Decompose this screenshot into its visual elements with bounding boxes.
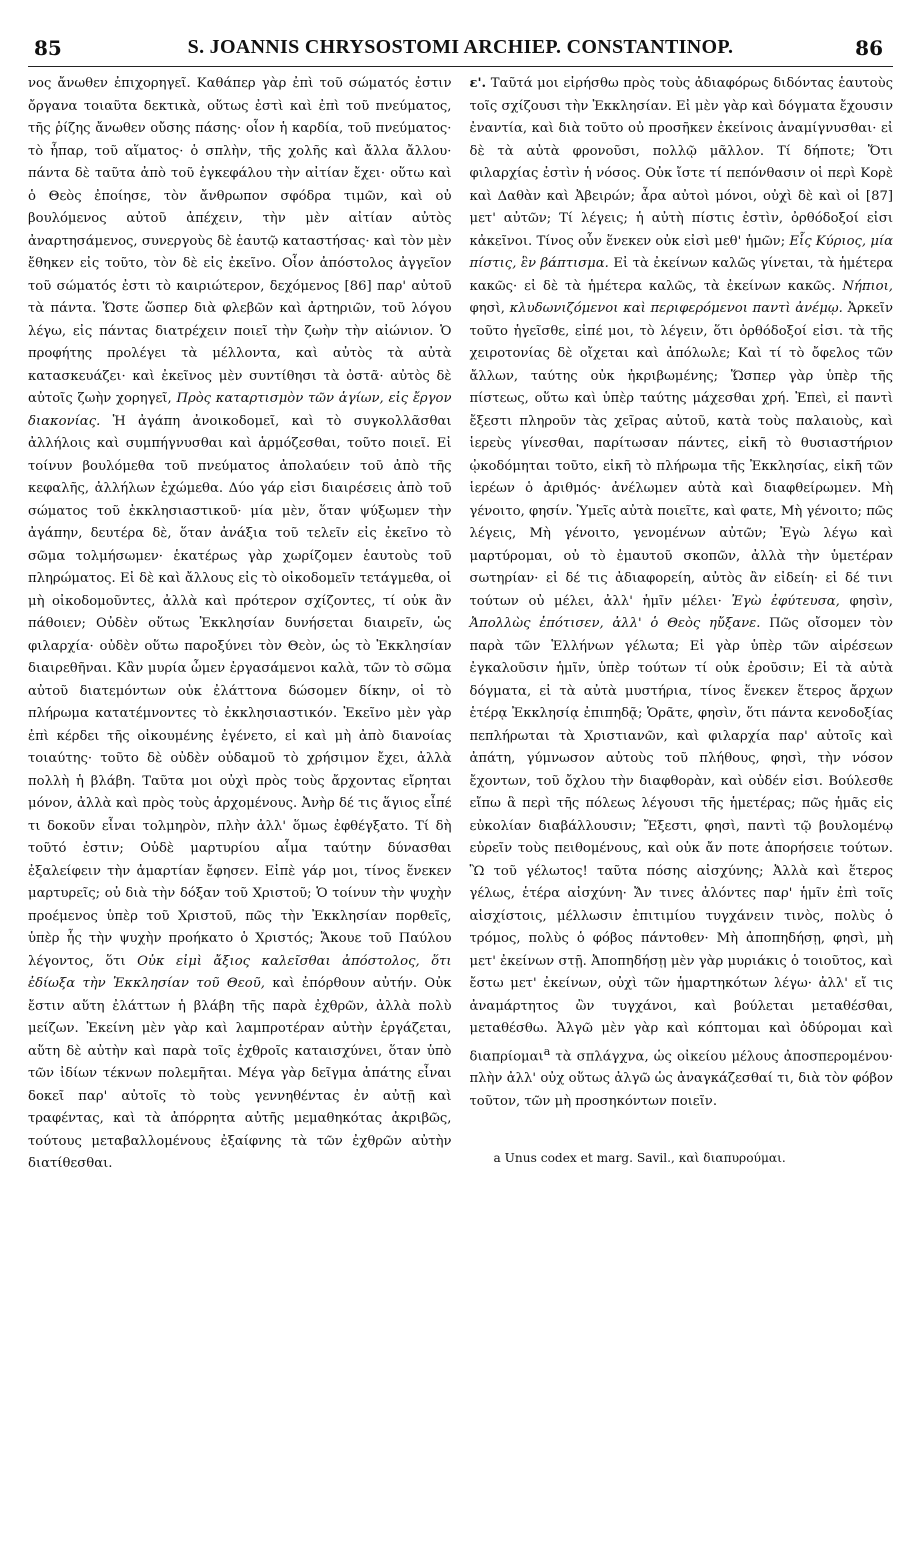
- text-columns: [28, 73, 893, 1176]
- left-text-1: νος ἄνωθεν ἐπιχορηγεῖ. Καθάπερ γὰρ ἐπὶ τοῦ σώματός ἐστιν ὄργανα τοιαῦτα δεκτικὰ, οὕτως ἐστὶ καὶ ἐπὶ τοῦ πνεύματος, τῆς ῥίζης ἄνωθεν οὔσης πάσης· οἷον ἡ καρδία, τοῦ πνεύματος· τὸ ἧπαρ, τοῦ αἵματος· ὁ σπλὴν, τῆς χολῆς καὶ ἄλλα ἄλλου· πάντα δὲ ταῦτα ἀπὸ τοῦ ἐγκεφάλου τὴν αἰτίαν ἔχει· οὕτω καὶ ὁ Θεὸς ἐποίησε, τὸν ἄνθρωπον σφόδρα τιμῶν, καὶ οὐ βουλόμενος αὐτοῦ ἀπέχειν, τὴν μὲν αἰτίαν αὐτὸς ἀναρτησάμενος, συνεργοὺς δὲ ἑαυτῷ καταστήσας· καὶ τὸν μὲν ἔθηκεν εἰς τοῦτο, τὸν δὲ εἰς ἐκεῖνο. Οἷον ἀπόστολος ἀγγεῖον τοῦ σώματός ἐστι τὸ καιριώτερον, δεχόμενος [86] παρ' αὐτοῦ τὰ πάντα. Ὥστε ὥσπερ διὰ φλεβῶν καὶ ἀρτηριῶν, τοῦ λόγου λέγω, εἰς πάντας διατρέχειν ποιεῖ τὴν ζωὴν τὴν αἰώνιον. Ὁ προφήτης προλέγει τὰ μέλλοντα, καὶ αὐτὸς τὰ αὐτὰ κατασκευάζει· καὶ ἐκεῖνος μὲν συντίθησι τὰ ὀστᾶ· αὐτὸς δὲ αὐτοῖς ζωὴν χορηγεῖ,: [28, 76, 452, 406]
- right-paragraph: [470, 73, 894, 1113]
- right-text-1: Ταῦτά μοι εἰρήσθω πρὸς τοὺς ἀδιαφόρως διδόντας ἑαυτοὺς τοῖς σχίζουσι τὴν Ἐκκλησίαν. Εἰ μὲν γὰρ καὶ δόγματα ἔχουσιν ἐναντία, καὶ διὰ τοῦτο οὐ προσῆκεν ἐκείνοις ἀναμίγνυσθαι· εἰ δὲ τὰ αὐτὰ φρονοῦσι, πολλῷ μᾶλλον. Τί δήποτε; Ὅτι φιλαρχίας ἐστὶν ἡ νόσος. Οὐκ ἴστε τί πεπόνθασιν οἱ περὶ Κορὲ καὶ Δαθὰν καὶ Ἀβειρών; ἆρα αὐτοὶ μόνοι, οὐχὶ δὲ καὶ οἱ [87] μετ' αὐτῶν; Τί λέγεις; ἡ αὐτὴ πίστις ἐστὶν, ὀρθόδοξοί εἰσι κἀκεῖνοι. Τίνος οὖν ἕνεκεν οὐκ εἰσὶ μεθ' ἡμῶν;: [469, 76, 893, 249]
- left-italic-quote-1: Πρὸς καταρτισμὸν τῶν ἁγίων, εἰς ἔργον διακονίας.: [28, 391, 452, 429]
- page-number-right: 86: [855, 36, 883, 60]
- right-text-4: Ἀρκεῖν τοῦτο ἡγεῖσθε, εἰπέ μοι, τὸ λέγειν, ὅτι ὀρθόδοξοί εἰσι. τὰ τῆς χειροτονίας δὲ οἴχεται καὶ ἀπόλωλε; Καὶ τί τὸ ὄφελος τῶν ἄλλων, ταύτης οὐκ ἠκριβωμένης; Ὥσπερ γὰρ ὑπὲρ τῆς πίστεως, οὕτω καὶ ὑπὲρ ταύτης μάχεσθαι χρή. Ἐπεὶ, εἰ παντὶ ἔξεστι πληροῦν τὰς χεῖρας αὐτοῦ, κατὰ τοὺς παλαιοὺς, καὶ ἱερεὺς γίνεσθαι, παρίτωσαν πάντες, εἰκῆ τὸ θυσιαστήριον ᾠκοδόμηται τοῦτο, εἰκῆ τὸ πλήρωμα τῆς Ἐκκλησίας, εἰκῆ τῶν ἱερέων ὁ ἀριθμός· ἀνέλωμεν αὐτὰ καὶ διαφθείρωμεν. Μὴ γένοιτο, φησίν. Ὑμεῖς αὐτὰ ποιεῖτε, καὶ φατε, Μὴ γένοιτο; πῶς λέγεις, Μὴ γένοιτο, γενομένων αὐτῶν; Ἐγὼ λέγω καὶ μαρτύρομαι, οὐ τὸ ἐμαυτοῦ σκοπῶν, ἀλλὰ τὴν ὑμετέραν σωτηρίαν· εἰ δέ τις ἀδιαφορείη, αὐτὸς ἂν εἰδείη· εἰ δέ τινι τούτων οὐ μέλει, ἀλλ' ἡμῖν μέλει·: [469, 301, 893, 609]
- left-paragraph: [28, 73, 452, 1176]
- right-text-7: τὰ σπλάγχνα, ὡς οἰκείου μέλους ἀποσπερομένου· πλὴν ἀλλ' οὐχ οὕτως ἀλγῶ ὡς ἀναγκάζεσθαί τι, διὰ τὸν φόβον τοῦτον, τῶν μὴ προσηκόντων ποιεῖν.: [469, 1048, 893, 1109]
- left-italic-quote-2: Οὐκ εἰμὶ ἄξιος καλεῖσθαι ἀπόστολος, ὅτι ἐδίωξα τὴν Ἐκκλησίαν τοῦ Θεοῦ,: [28, 953, 452, 991]
- page-header: [28, 26, 893, 67]
- left-text-2: Ἡ ἀγάπη ἀνοικοδομεῖ, καὶ τὸ συγκολλᾶσθαι ἀλλήλοις καὶ συμπήγνυσθαι καὶ ἁρμόζεσθαι, τοῦτο ποιεῖ. Εἰ τοίνυν βουλόμεθα τοῦ πνεύματος ἀπολαύειν τοῦ ἀπὸ τῆς κεφαλῆς, ἀλλήλων ἐχώμεθα. Δύο γάρ εἰσι διαιρέσεις ἀπὸ τοῦ σώματος τοῦ ἐκκλησιαστικοῦ· μία μὲν, ὅταν ψύξωμεν τὴν ἀγάπην, δευτέρα δὲ, ὅταν ἀνάξια τοῦ τελεῖν εἰς ἐκεῖνο τὸ σῶμα τολμήσωμεν· ἑκατέρως γὰρ χωρίζομεν ἑαυτοὺς τοῦ πληρώματος. Εἰ δὲ καὶ ἄλλους εἰς τὸ οἰκοδομεῖν τετάγμεθα, οἱ μὴ οἰκοδομοῦντες, ἀλλὰ καὶ πρότερον σχίζοντες, τί οὐκ ἂν πάθοιεν; Οὐδὲν οὕτως Ἐκκλησίαν δυνήσεται διαιρεῖν, ὡς φιλαρχία· οὐδὲν οὕτω παροξύνει τὸν Θεὸν, ὡς τὸ Ἐκκλησίαν διαιρεθῆναι. Κἂν μυρία ὦμεν ἐργασάμενοι καλὰ, τῶν τὸ σῶμα αὐτοῦ διατεμόντων οὐκ ἐλάττονα δώσομεν δίκην, οἱ τὸ πλήρωμα κατατέμνοντες τὸ ἐκκλησιαστικόν. Ἐκεῖνο μὲν γὰρ ἐπὶ κέρδει τῆς οἰκουμένης ἐγένετο, εἰ καὶ μὴ ἀπὸ διανοίας τοιαύτης· τοῦτο δὲ οὐδὲν οὐδαμοῦ τὸ χρήσιμον ἔχει, ἀλλὰ πολλὴ ἡ βλάβη. Ταῦτα μοι οὐχὶ πρὸς τοὺς ἄρχοντας εἴρηται μόνον, ἀλλὰ καὶ πρὸς τοὺς ἀρχομένους. Ἀνὴρ δέ τις ἅγιος εἶπέ τι δοκοῦν εἶναι τολμηρὸν, πλὴν ἀλλ' ὅμως ἐφθέγξατο. Τί δὴ τοῦτό ἐστιν; Οὐδὲ μαρτυρίου αἷμα ταύτην δύνασθαι ἐξαλείφειν τὴν ἁμαρτίαν ἔφησεν. Εἰπὲ γάρ μοι, τίνος ἕνεκεν μαρτυρεῖς; οὐ διὰ τὴν δόξαν τοῦ Χριστοῦ; Ὁ τοίνυν τὴν ψυχὴν προέμενος ὑπὲρ τοῦ Χριστοῦ, πῶς τὴν Ἐκκλησίαν πορθεῖς, ὑπὲρ ἧς τὴν ψυχὴν προήκατο ὁ Χριστός; Ἄκουε τοῦ Παύλου λέγοντος, ὅτι: [28, 413, 452, 969]
- right-italic-quote-4: Ἐγὼ ἐφύτευσα,: [731, 593, 840, 609]
- page-number-left: 85: [34, 36, 62, 60]
- left-column: [28, 73, 452, 1176]
- right-italic-quote-2: Νήπιοι,: [842, 278, 893, 294]
- right-italic-quote-5: Ἀπολλὼς ἐπότισεν, ἀλλ' ὁ Θεὸς ηὔξανε.: [469, 616, 761, 631]
- running-title: S. JOANNIS CHRYSOSTOMI ARCHIEP. CONSTANTINOP.: [187, 36, 734, 58]
- right-text-5: φησὶν,: [849, 593, 893, 609]
- left-text-3: καὶ ἐπόρθουν αὐτήν. Οὐκ ἔστιν αὕτη ἐλάττων ἡ βλάβη τῆς παρὰ ἐχθρῶν, ἀλλὰ πολὺ μείζων. Ἐκείνη μὲν γὰρ καὶ λαμπροτέραν αὐτὴν ἐργάζεται, αὕτη δὲ αὐτὴν καὶ παρὰ τοῖς ἐχθροῖς καταισχύνει, ὅταν ὑπὸ τῶν ἰδίων τέκνων πολεμῆται. Μέγα γὰρ δεῖγμα ἀπάτης εἶναι δοκεῖ παρ' αὐτοῖς τὸ τοὺς γεννηθέντας ἐν αὐτῇ καὶ τραφέντας, καὶ τὰ ἀπόρρητα αὐτῆς μεμαθηκότας ἀκριβῶς, τούτους μεταβαλλομένους ἐξαίφνης τὰ τῶν ἐχθρῶν αὐτὴν διατίθεσθαι.: [28, 976, 452, 1171]
- footnote: a Unus codex et marg. Savil., καὶ διαπυρούμαι.: [493, 1151, 786, 1166]
- section-number: ε'.: [469, 76, 487, 91]
- footnote-marker: a: [543, 1044, 551, 1058]
- right-text-3: φησὶ,: [469, 301, 505, 316]
- right-text-2: Εἰ τὰ ἐκείνων καλῶς γίνεται, τὰ ἡμέτερα κακῶς· εἰ δὲ τὰ ἡμέτερα καλῶς, τὰ ἐκείνων κακῶς.: [469, 256, 893, 294]
- right-column: [470, 73, 894, 1176]
- right-text-6: Πῶς οἴσομεν τὸν παρὰ τῶν Ἑλλήνων γέλωτα; Εἰ γὰρ ὑπὲρ τῶν αἱρέσεων ἐγκαλοῦσιν ἡμῖν, ὑπὲρ τούτων τί οὐκ ἐροῦσιν; Εἰ τὰ αὐτὰ δόγματα, εἰ τὰ αὐτὰ μυστήρια, τίνος ἕνεκεν ἕτερος ἄρχων ἑτέρᾳ Ἐκκλησίᾳ ἐπιπηδᾷ; Ὁρᾶτε, φησὶν, ὅτι πάντα κενοδοξίας πεπλήρωται τὰ Χριστιανῶν, καὶ φιλαρχία παρ' αὐτοῖς καὶ ἀπάτη, γύμνωσον αὐτοὺς τοῦ πλήθους, φησὶ, τὴν νόσον ἔχοντων, τοῦ ὄχλου τὴν διαφθορὰν, καὶ οὐδέν εἰσι. Βούλεσθε εἴπω ἃ περὶ τῆς πόλεως λέγουσι τῆς ἡμετέρας; πῶς ἡμᾶς εἰς εὐκολίαν διαβάλλουσιν; Ἔξεστι, φησὶ, παντὶ τῷ βουλομένῳ εὑρεῖν τοὺς πειθομένους, καὶ οὐκ ἄν ποτε ἀπορήσειε τούτων. Ὢ τοῦ γέλωτος! ταῦτα πόσης αἰσχύνης; Ἀλλὰ καὶ ἕτερος γέλως, ἑτέρα αἰσχύνη· Ἄν τινες ἀλόντες παρ' ἡμῖν ἐπὶ τοῖς αἰσχίστοις, μέλλωσιν ἐπιτιμίου τυγχάνειν τινὸς, πολὺς ὁ τρόμος, πολὺς ὁ φόβος πάντοθεν· Μὴ ἀποπηδήσῃ, φησὶ, μὴ μετ' ἐκείνων στῇ. Ἀποπηδήσῃ μὲν γὰρ μυριάκις ὁ τοιοῦτος, καὶ ἔστω μετ' ἐκείνων, οὐχὶ τῶν ἡμαρτηκότων λέγω· ἀλλ' εἴ τις ἀναμάρτητος ὢν τυγχάνοι, καὶ βούλεται μεταθέσθαι, μεταθέσθω. Ἀλγῶ μὲν γὰρ καὶ κόπτομαι καὶ ὀδύρομαι καὶ διαπρίομαι: [469, 616, 894, 1064]
- right-italic-quote-1: Εἷς Κύριος, μία πίστις, ἓν βάπτισμα.: [469, 233, 893, 271]
- right-italic-quote-3: κλυδωνιζόμενοι καὶ περιφερόμενοι παντὶ ἀνέμῳ.: [509, 301, 843, 316]
